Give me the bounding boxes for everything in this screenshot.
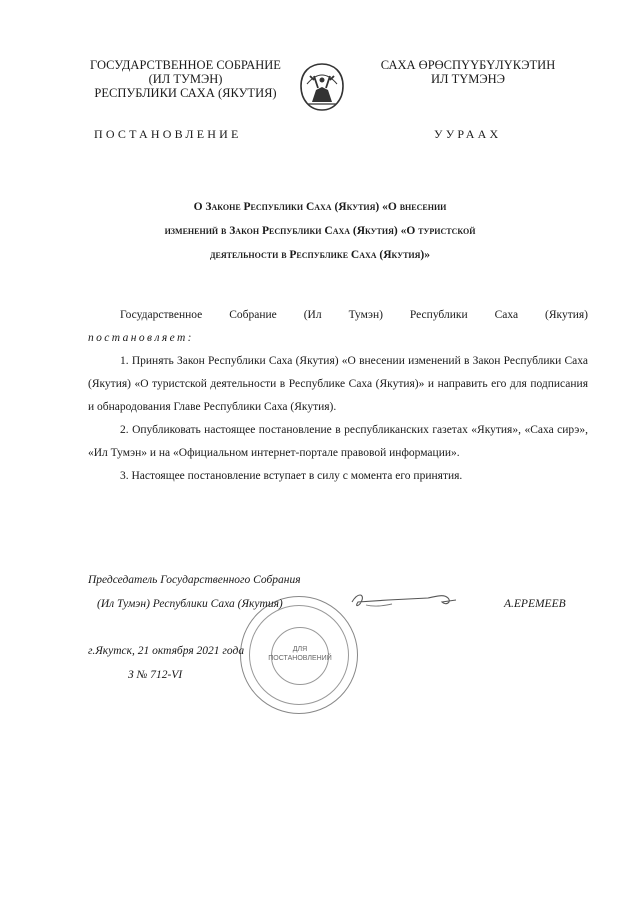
body-paragraph-1: 1. Принять Закон Республики Саха (Якутия) «О внесении изменений в Закон Республики Саха (Якутия) «О туристской деятельности в Республике Саха (Якутия)» и направить его для подписания и обнародования Главе Республики Саха (Якутия). xyxy=(88,355,588,413)
header-left-line: (ИЛ ТУМЭН) xyxy=(148,72,223,86)
header-left-line: РЕСПУБЛИКИ САХА (ЯКУТИЯ) xyxy=(94,86,277,100)
intro-line: Государственное Собрание (Ил Тумэн) Республики Саха (Якутия) xyxy=(120,309,588,321)
doc-type-right: УУРААХ xyxy=(434,127,502,141)
title-line: О Законе Республики Саха (Якутия) «О внесении xyxy=(193,201,447,213)
document-body xyxy=(88,304,588,488)
stamp-label: ДЛЯ ПОСТАНОВЛЕНИЙ xyxy=(268,646,332,662)
header-right-line: ИЛ ТҮМЭНЭ xyxy=(431,72,505,86)
title-line: деятельности в Республике Саха (Якутия)» xyxy=(210,249,430,261)
body-paragraph-2: 2. Опубликовать настоящее постановление в республиканских газетах «Якутия», «Саха сирэ», «Ил Тумэн» и на «Официальном интернет-портале правовой информации». xyxy=(88,424,588,459)
coat-of-arms-icon xyxy=(298,62,346,112)
header-right-line: САХА ӨРӨСПҮҮБҮЛҮКЭТИН xyxy=(380,58,556,72)
document-number: З № 712-VI xyxy=(128,669,183,681)
header-right-block xyxy=(368,58,568,86)
body-paragraph-3: 3. Настоящее постановление вступает в силу с момента его принятия. xyxy=(120,470,463,482)
signatory-position-line1: Председатель Государственного Собрания xyxy=(88,574,301,586)
signatory-name: А.ЕРЕМЕЕВ xyxy=(504,598,566,610)
document-title xyxy=(60,195,580,267)
header-left-block xyxy=(78,58,293,100)
title-line: изменений в Закон Республики Саха (Якутия) «О туристской xyxy=(164,225,476,237)
decree-word: постановляет: xyxy=(88,332,194,344)
doc-type-left: ПОСТАНОВЛЕНИЕ xyxy=(94,127,242,141)
place-date: г.Якутск, 21 октября 2021 года xyxy=(88,645,245,657)
signatory-position-line2: (Ил Тумэн) Республики Саха (Якутия) xyxy=(97,598,283,610)
official-stamp xyxy=(240,596,358,714)
header-left-line: ГОСУДАРСТВЕННОЕ СОБРАНИЕ xyxy=(90,58,281,72)
handwritten-signature xyxy=(348,588,460,612)
